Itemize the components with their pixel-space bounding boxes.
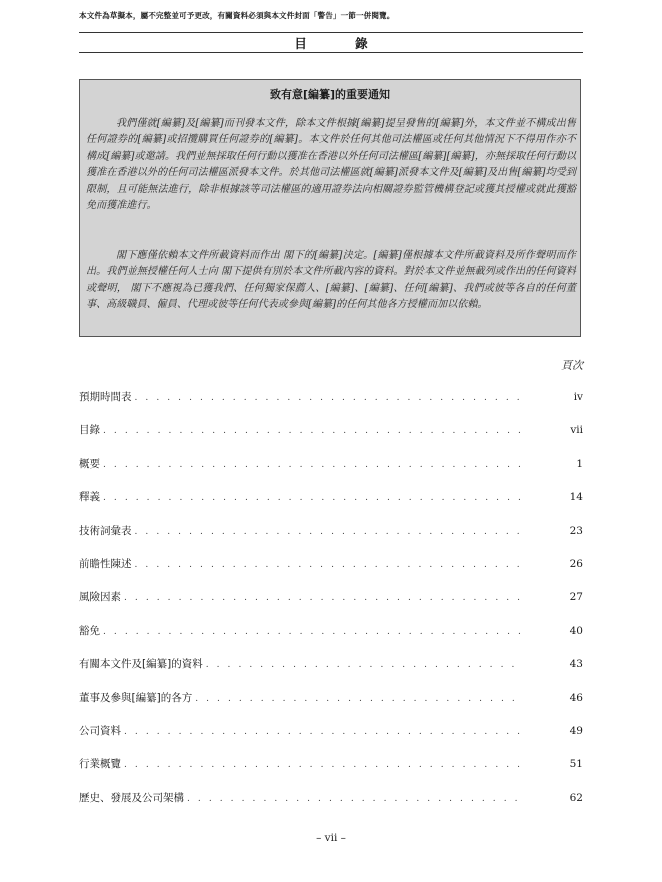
toc-leader-dots bbox=[206, 660, 523, 670]
page-title: 目 錄 bbox=[294, 36, 390, 51]
toc-leader-dots bbox=[135, 560, 524, 570]
toc-entry[interactable] bbox=[79, 389, 583, 422]
toc-leader-dots bbox=[135, 393, 524, 403]
notice-title: 致有意[編纂]的重要通知 bbox=[269, 88, 391, 101]
toc-leader-dots bbox=[103, 426, 523, 436]
toc-entry-page: 46 bbox=[569, 691, 583, 704]
toc-entry-page: 51 bbox=[569, 758, 583, 771]
toc-leader-dots bbox=[124, 760, 523, 770]
toc-entry[interactable] bbox=[79, 422, 583, 455]
toc-entry-title: 歷史、發展及公司架構 bbox=[79, 791, 184, 804]
toc-leader-dots bbox=[135, 527, 524, 537]
toc-leader-dots bbox=[124, 593, 523, 603]
toc-entry-page: 49 bbox=[569, 724, 583, 737]
toc-entry-title: 有關本文件及[編纂]的資料 bbox=[79, 658, 203, 671]
toc-entry-page: 40 bbox=[569, 624, 583, 637]
notice-paragraph-1: 我們僅就[編纂]及[編纂]而刊發本文件，除本文件根據[編纂]提呈發售的[編纂]外，本文件並不構成出售任何證券的[編纂]或招攬購買任何證券的[編纂]。本文件於任何其他司法權區或任何其他情況下不得用作亦不構成[編纂]或邀請。我們並無採取任何行動以獲准在香港以外任何司法權區[編纂][編纂]，亦無採取任何行動以獲准在香港以外的任何司法權區派發本文件。於其他司法權區就[編纂]派發本文件及[編纂]及出售[編纂]均受到限制，且可能無法進行，除非根據該等司法權區的適用證券法向相關證券監管機構登記或獲其授權或就此獲豁免而獲准進行。 bbox=[86, 118, 576, 212]
toc-entry-title: 董事及參與[編纂]的各方 bbox=[79, 691, 193, 704]
toc-entry[interactable] bbox=[79, 556, 583, 589]
toc-entry-title: 豁免 bbox=[79, 624, 100, 637]
heading-top-rule bbox=[79, 32, 583, 33]
toc-leader-dots bbox=[103, 627, 523, 637]
table-of-contents bbox=[79, 389, 583, 823]
notice-paragraph-2: 閣下應僅依賴本文件所載資料而作出 閣下的[編纂]決定。[編纂]僅根據本文件所載資料及所作聲明而作出。我們並無授權任何人士向 閣下提供有別於本文件所載內容的資料。對於本文件並無載列或作出的任何資料或聲明， 閣下不應視為已獲我們、任何獨家保薦人、[編纂]、[編纂]、任何[編纂]、我們或彼等各自的任何董事、高級職員、僱員、代理或彼等任何代表或參與[編纂]的任何其他各方授權而加以依賴。 bbox=[86, 250, 576, 311]
toc-entry-title: 風險因素 bbox=[79, 591, 121, 604]
footer-page-number: – vii – bbox=[316, 832, 346, 844]
important-notice-box bbox=[79, 79, 581, 337]
toc-entry-page: vii bbox=[570, 424, 583, 437]
toc-leader-dots bbox=[195, 694, 523, 704]
toc-entry[interactable] bbox=[79, 756, 583, 789]
toc-entry-page: 14 bbox=[569, 491, 583, 504]
toc-entry-page: 23 bbox=[569, 524, 583, 537]
toc-entry-page: iv bbox=[573, 391, 583, 403]
toc-entry-page: 43 bbox=[569, 658, 583, 671]
toc-entry[interactable] bbox=[79, 790, 583, 823]
toc-entry-title: 概要 bbox=[79, 457, 100, 470]
toc-leader-dots bbox=[103, 493, 523, 503]
toc-entry-title: 目錄 bbox=[79, 424, 100, 437]
toc-leader-dots bbox=[187, 794, 523, 804]
toc-entry-title: 釋義 bbox=[79, 491, 100, 504]
toc-entry[interactable] bbox=[79, 489, 583, 522]
toc-entry-title: 技術詞彙表 bbox=[79, 524, 132, 537]
toc-leader-dots bbox=[124, 727, 523, 737]
toc-entry[interactable] bbox=[79, 456, 583, 489]
toc-entry[interactable] bbox=[79, 623, 583, 656]
heading-bottom-rule bbox=[79, 52, 583, 53]
toc-entry-page: 26 bbox=[569, 557, 583, 570]
toc-leader-dots bbox=[103, 460, 523, 470]
toc-entry[interactable] bbox=[79, 589, 583, 622]
toc-entry-title: 前瞻性陳述 bbox=[79, 557, 132, 570]
toc-entry[interactable] bbox=[79, 656, 583, 689]
toc-entry[interactable] bbox=[79, 690, 583, 723]
toc-entry[interactable] bbox=[79, 723, 583, 756]
toc-entry-page: 1 bbox=[576, 457, 583, 470]
toc-entry-page: 62 bbox=[569, 791, 583, 804]
toc-entry-title: 公司資料 bbox=[79, 724, 121, 737]
page-column-label: 頁次 bbox=[561, 359, 583, 372]
toc-entry-page: 27 bbox=[569, 591, 583, 604]
toc-entry-title: 預期時間表 bbox=[79, 391, 132, 403]
toc-entry[interactable] bbox=[79, 523, 583, 556]
toc-entry-title: 行業概覽 bbox=[79, 758, 121, 771]
draft-warning-header: 本文件為草擬本，屬不完整並可予更改，有關資料必須與本文件封面「警告」一節一併閱覽。 bbox=[79, 11, 395, 20]
